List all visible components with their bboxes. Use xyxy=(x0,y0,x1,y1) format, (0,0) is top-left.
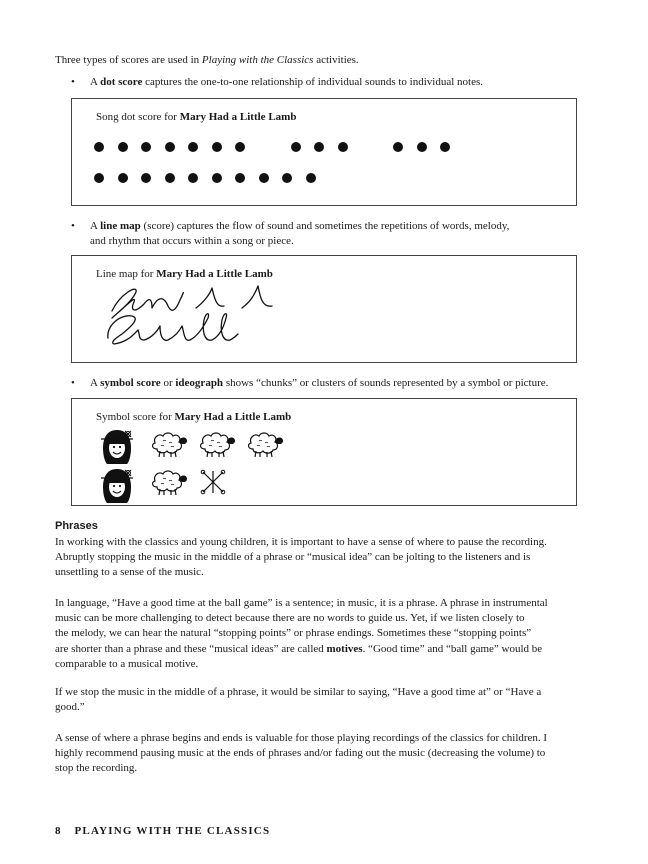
dot-score-box xyxy=(71,98,577,206)
dot-score-description: A dot score captures the one-to-one relationship of individual sounds to individual notes. xyxy=(90,76,483,88)
note-dot xyxy=(141,142,151,152)
note-dot xyxy=(306,173,316,183)
line-map-curve xyxy=(112,289,183,318)
note-dot xyxy=(393,142,403,152)
note-dot xyxy=(235,173,245,183)
bullet-marker: • xyxy=(71,220,75,232)
note-dot xyxy=(338,142,348,152)
section-heading: Phrases xyxy=(55,520,98,532)
symbol-score-box xyxy=(71,398,577,506)
note-dot xyxy=(94,173,104,183)
girl-icon xyxy=(101,469,133,503)
sheep-icon xyxy=(153,471,187,495)
line-map-curve xyxy=(196,288,224,308)
note-dot xyxy=(212,173,222,183)
note-dot xyxy=(165,173,175,183)
note-dot xyxy=(440,142,450,152)
sheep-icon xyxy=(153,433,187,457)
note-dot xyxy=(235,142,245,152)
note-dot xyxy=(141,173,151,183)
page-number: 8 xyxy=(55,825,61,837)
paragraph-4: A sense of where a phrase begins and ends is valuable for those playing recordings of the classics for children. I highly recommend pausing music at the ends of phrases and/or fading out the music (decreasing the volume) to stop the recording. xyxy=(55,732,548,775)
dot-row-2 xyxy=(94,173,554,183)
bullet-marker: • xyxy=(71,377,75,389)
girl-icon xyxy=(101,430,133,464)
note-dot xyxy=(188,173,198,183)
intro-line: Three types of scores are used in Playing with the Classics activities. xyxy=(55,54,359,66)
line-map-drawing xyxy=(72,256,576,362)
note-dot xyxy=(291,142,301,152)
symbol-score-drawing xyxy=(72,399,576,505)
sheep-icon xyxy=(249,433,283,457)
sheep-icon xyxy=(201,433,235,457)
symbol-score-description: A symbol score or ideograph shows “chunks” or clusters of sounds represented by a symbol or picture. xyxy=(90,377,549,389)
note-dot xyxy=(165,142,175,152)
note-dot xyxy=(212,142,222,152)
line-map-label: Line map for Mary Had a Little Lamb xyxy=(96,268,273,280)
line-map-description: A line map (score) captures the flow of sound and sometimes the repetitions of words, melody, xyxy=(90,220,510,232)
star-icon xyxy=(201,470,225,494)
line-map-box xyxy=(71,255,577,363)
line-map-description-2: and rhythm that occurs within a song or piece. xyxy=(90,235,294,247)
paragraph-1: In working with the classics and young children, it is important to have a sense of where to pause the recording. Abruptly stopping the music in the middle of a phrase or “musical idea” can be jolting to the listeners and is unsettling to a sense of the music. xyxy=(55,536,547,579)
note-dot xyxy=(118,142,128,152)
note-dot xyxy=(282,173,292,183)
dot-score-label: Song dot score for Mary Had a Little Lamb xyxy=(96,111,297,123)
page-footer xyxy=(55,825,270,837)
paragraph-2: In language, “Have a good time at the ball game” is a sentence; in music, it is a phrase. A phrase in instrumental music can be more challenging to detect because there are no words to guide us. Yet, if we listen closely to the melody, we can hear the natural “stopping points” or phrase endings. Sometimes these “stopping points” are shorter than a phrase and these “musical ideas” are called motives. “Good time” and “ball game” would be comparable to a musical motive. xyxy=(55,597,548,670)
book-title: PLAYING WITH THE CLASSICS xyxy=(74,825,271,837)
line-map-curve xyxy=(108,314,238,344)
note-dot xyxy=(417,142,427,152)
note-dot xyxy=(118,173,128,183)
line-map-curve xyxy=(242,286,272,308)
symbol-score-label: Symbol score for Mary Had a Little Lamb xyxy=(96,411,292,423)
note-dot xyxy=(188,142,198,152)
note-dot xyxy=(94,142,104,152)
note-dot xyxy=(314,142,324,152)
dot-row-1 xyxy=(94,142,554,152)
note-dot xyxy=(259,173,269,183)
paragraph-3: If we stop the music in the middle of a phrase, it would be similar to saying, “Have a good time at” or “Have a good.” xyxy=(55,686,542,714)
bullet-marker: • xyxy=(71,76,75,88)
